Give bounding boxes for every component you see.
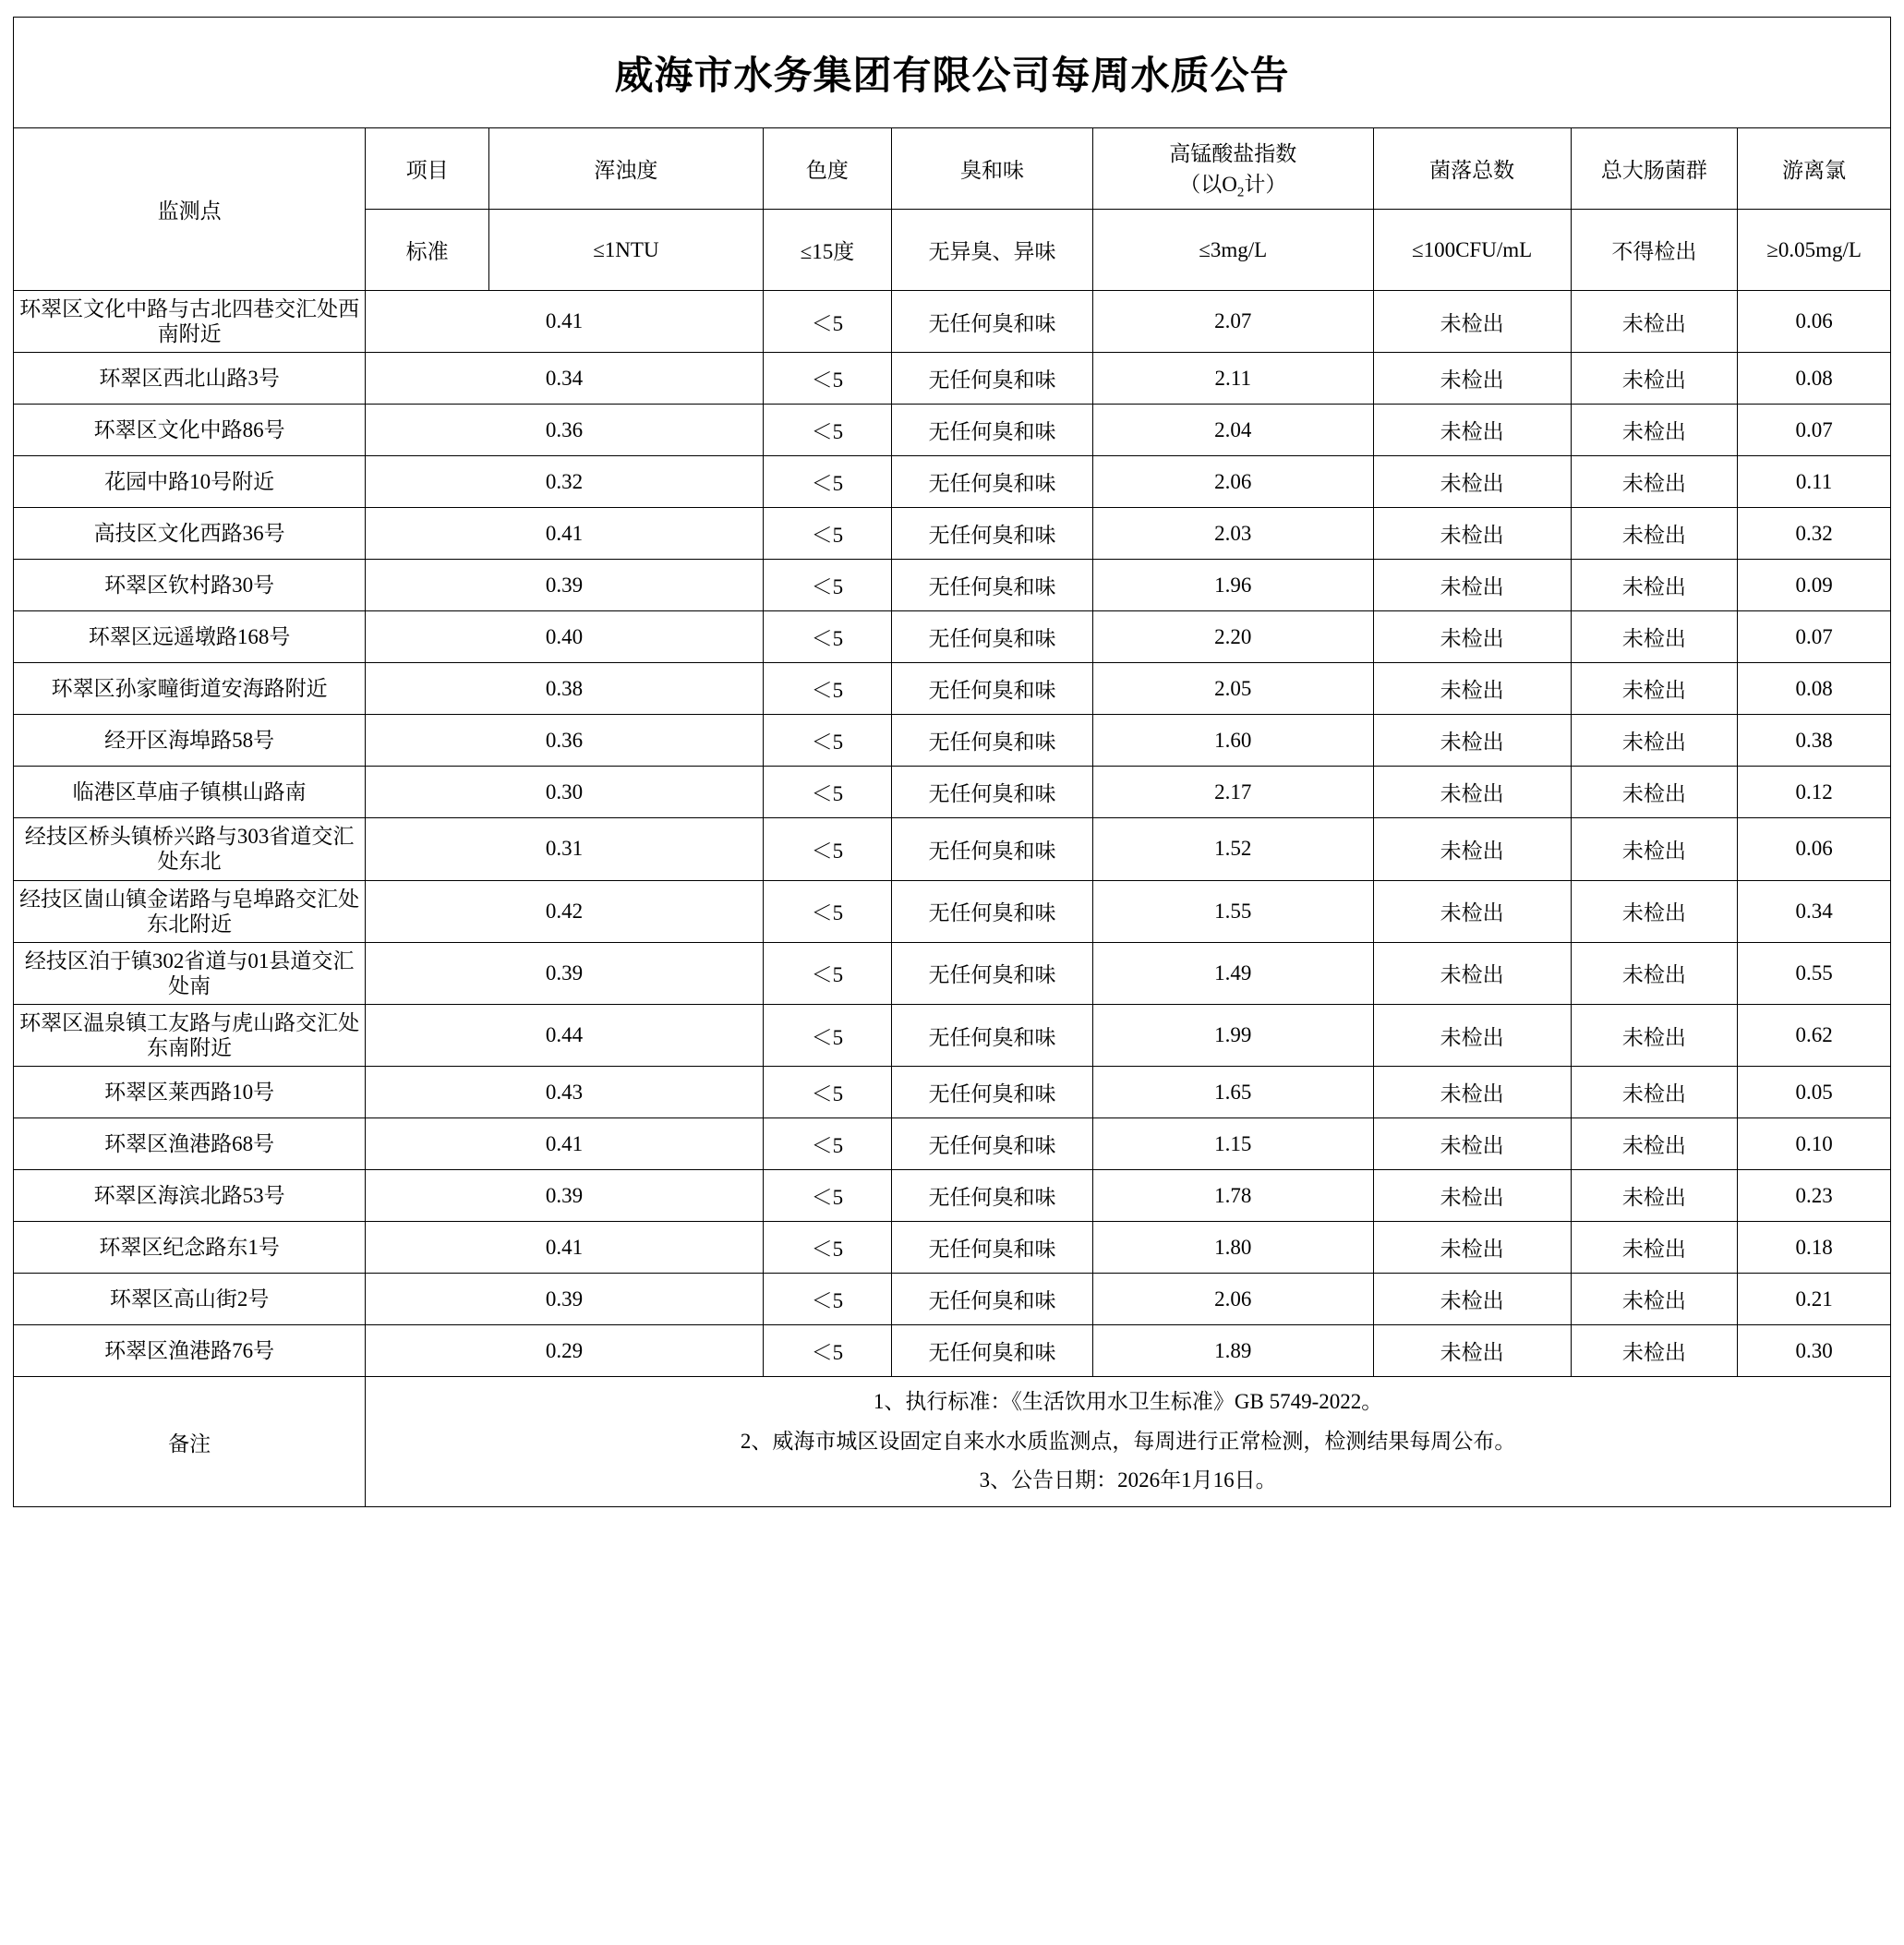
- cell-chroma: ＜5: [763, 1067, 891, 1118]
- cell-odor: 无任何臭和味: [891, 767, 1092, 818]
- cell-chlorine: 0.06: [1738, 818, 1891, 880]
- cell-coliform: 未检出: [1571, 880, 1738, 942]
- cell-chlorine: 0.62: [1738, 1005, 1891, 1067]
- table-row: [14, 353, 1891, 405]
- cell-permanganate: 1.15: [1092, 1118, 1373, 1170]
- cell-permanganate: 2.17: [1092, 767, 1373, 818]
- cell-chlorine: 0.12: [1738, 767, 1891, 818]
- cell-chroma: ＜5: [763, 508, 891, 560]
- cell-coliform: 未检出: [1571, 715, 1738, 767]
- cell-odor: 无任何臭和味: [891, 291, 1092, 353]
- cell-turbidity: 0.41: [366, 508, 764, 560]
- header-monitor-point: 监测点: [14, 128, 366, 291]
- standard-total-coliform: 不得检出: [1571, 210, 1738, 291]
- cell-colony: 未检出: [1373, 405, 1571, 456]
- cell-colony: 未检出: [1373, 353, 1571, 405]
- table-row: [14, 880, 1891, 942]
- cell-odor: 无任何臭和味: [891, 715, 1092, 767]
- cell-turbidity: 0.36: [366, 405, 764, 456]
- table-row: [14, 560, 1891, 611]
- cell-chroma: ＜5: [763, 456, 891, 508]
- cell-odor: 无任何臭和味: [891, 456, 1092, 508]
- cell-turbidity: 0.39: [366, 1274, 764, 1325]
- cell-odor: 无任何臭和味: [891, 1118, 1092, 1170]
- cell-site: 环翠区西北山路3号: [14, 353, 366, 405]
- cell-coliform: 未检出: [1571, 405, 1738, 456]
- cell-site: 环翠区远遥墩路168号: [14, 611, 366, 663]
- table-row: [14, 663, 1891, 715]
- cell-odor: 无任何臭和味: [891, 1222, 1092, 1274]
- notes-content: [366, 1377, 1891, 1507]
- cell-site: 环翠区渔港路76号: [14, 1325, 366, 1377]
- cell-turbidity: 0.38: [366, 663, 764, 715]
- cell-coliform: 未检出: [1571, 1118, 1738, 1170]
- cell-coliform: 未检出: [1571, 456, 1738, 508]
- cell-coliform: 未检出: [1571, 1067, 1738, 1118]
- cell-site: 环翠区高山街2号: [14, 1274, 366, 1325]
- cell-odor: 无任何臭和味: [891, 353, 1092, 405]
- cell-site: 高技区文化西路36号: [14, 508, 366, 560]
- table-row: [14, 1274, 1891, 1325]
- table-row: [14, 1118, 1891, 1170]
- header-permanganate: 高锰酸盐指数 （以$O_2$计）: [1092, 128, 1373, 210]
- cell-chroma: ＜5: [763, 942, 891, 1004]
- cell-permanganate: 1.55: [1092, 880, 1373, 942]
- cell-odor: 无任何臭和味: [891, 405, 1092, 456]
- cell-site: 经技区泊于镇302省道与01县道交汇处南: [14, 942, 366, 1004]
- cell-chlorine: 0.18: [1738, 1222, 1891, 1274]
- cell-colony: 未检出: [1373, 1325, 1571, 1377]
- cell-colony: 未检出: [1373, 818, 1571, 880]
- cell-colony: 未检出: [1373, 767, 1571, 818]
- cell-permanganate: 1.65: [1092, 1067, 1373, 1118]
- cell-coliform: 未检出: [1571, 560, 1738, 611]
- cell-site: 临港区草庙子镇棋山路南: [14, 767, 366, 818]
- cell-colony: 未检出: [1373, 508, 1571, 560]
- cell-odor: 无任何臭和味: [891, 611, 1092, 663]
- cell-colony: 未检出: [1373, 715, 1571, 767]
- table-row: [14, 942, 1891, 1004]
- cell-permanganate: 1.89: [1092, 1325, 1373, 1377]
- cell-turbidity: 0.44: [366, 1005, 764, 1067]
- cell-site: 经开区海埠路58号: [14, 715, 366, 767]
- header-project-label: 项目: [366, 128, 489, 210]
- cell-chroma: ＜5: [763, 663, 891, 715]
- cell-chroma: ＜5: [763, 1005, 891, 1067]
- cell-colony: 未检出: [1373, 611, 1571, 663]
- cell-colony: 未检出: [1373, 663, 1571, 715]
- cell-colony: 未检出: [1373, 1005, 1571, 1067]
- cell-site: 环翠区温泉镇工友路与虎山路交汇处东南附近: [14, 1005, 366, 1067]
- note-line-1: 1、执行标准：《生活饮用水卫生标准》GB 5749-2022。: [873, 1390, 1383, 1414]
- cell-odor: 无任何臭和味: [891, 1325, 1092, 1377]
- cell-coliform: 未检出: [1571, 1325, 1738, 1377]
- cell-chroma: ＜5: [763, 1118, 891, 1170]
- cell-turbidity: 0.41: [366, 291, 764, 353]
- cell-permanganate: 2.20: [1092, 611, 1373, 663]
- cell-chlorine: 0.05: [1738, 1067, 1891, 1118]
- cell-turbidity: 0.40: [366, 611, 764, 663]
- cell-permanganate: 1.78: [1092, 1170, 1373, 1222]
- cell-coliform: 未检出: [1571, 1222, 1738, 1274]
- table-row: [14, 1067, 1891, 1118]
- cell-odor: 无任何臭和味: [891, 1005, 1092, 1067]
- cell-odor: 无任何臭和味: [891, 663, 1092, 715]
- cell-chroma: ＜5: [763, 1325, 891, 1377]
- cell-turbidity: 0.43: [366, 1067, 764, 1118]
- cell-site: 花园中路10号附近: [14, 456, 366, 508]
- table-row: [14, 405, 1891, 456]
- standard-chroma: ≤15度: [763, 210, 891, 291]
- table-row: [14, 767, 1891, 818]
- cell-chroma: ＜5: [763, 818, 891, 880]
- cell-coliform: 未检出: [1571, 818, 1738, 880]
- header-odor: 臭和味: [891, 128, 1092, 210]
- cell-odor: 无任何臭和味: [891, 1170, 1092, 1222]
- standard-free-chlorine: ≥0.05mg/L: [1738, 210, 1891, 291]
- cell-colony: 未检出: [1373, 456, 1571, 508]
- cell-site: 环翠区渔港路68号: [14, 1118, 366, 1170]
- cell-coliform: 未检出: [1571, 767, 1738, 818]
- header-turbidity: 浑浊度: [488, 128, 763, 210]
- cell-turbidity: 0.31: [366, 818, 764, 880]
- cell-site: 环翠区文化中路86号: [14, 405, 366, 456]
- cell-permanganate: 2.06: [1092, 456, 1373, 508]
- cell-coliform: 未检出: [1571, 1005, 1738, 1067]
- cell-permanganate: 2.11: [1092, 353, 1373, 405]
- cell-odor: 无任何臭和味: [891, 942, 1092, 1004]
- cell-turbidity: 0.36: [366, 715, 764, 767]
- cell-chroma: ＜5: [763, 767, 891, 818]
- cell-turbidity: 0.29: [366, 1325, 764, 1377]
- water-quality-report-page: [0, 17, 1904, 1507]
- cell-turbidity: 0.32: [366, 456, 764, 508]
- table-row: [14, 1325, 1891, 1377]
- cell-permanganate: 1.96: [1092, 560, 1373, 611]
- cell-coliform: 未检出: [1571, 353, 1738, 405]
- cell-colony: 未检出: [1373, 1067, 1571, 1118]
- cell-chroma: ＜5: [763, 1274, 891, 1325]
- note-line-3: 3、公告日期：2026年1月16日。: [979, 1468, 1277, 1492]
- cell-colony: 未检出: [1373, 942, 1571, 1004]
- standard-odor: 无异臭、异味: [891, 210, 1092, 291]
- cell-colony: 未检出: [1373, 1274, 1571, 1325]
- cell-odor: 无任何臭和味: [891, 1274, 1092, 1325]
- cell-odor: 无任何臭和味: [891, 560, 1092, 611]
- cell-turbidity: 0.41: [366, 1118, 764, 1170]
- note-line-2: 2、威海市城区设固定自来水水质监测点，每周进行正常检测，检测结果每周公布。: [740, 1429, 1516, 1453]
- cell-coliform: 未检出: [1571, 611, 1738, 663]
- cell-site: 环翠区莱西路10号: [14, 1067, 366, 1118]
- page-title: 威海市水务集团有限公司每周水质公告: [614, 54, 1290, 98]
- cell-chlorine: 0.07: [1738, 405, 1891, 456]
- cell-turbidity: 0.39: [366, 1170, 764, 1222]
- cell-site: 环翠区文化中路与古北四巷交汇处西南附近: [14, 291, 366, 353]
- table-row: [14, 1222, 1891, 1274]
- standard-permanganate: ≤3mg/L: [1092, 210, 1373, 291]
- cell-chlorine: 0.07: [1738, 611, 1891, 663]
- table-row: [14, 611, 1891, 663]
- cell-colony: 未检出: [1373, 560, 1571, 611]
- cell-chroma: ＜5: [763, 560, 891, 611]
- cell-chlorine: 0.11: [1738, 456, 1891, 508]
- cell-turbidity: 0.39: [366, 942, 764, 1004]
- cell-permanganate: 2.03: [1092, 508, 1373, 560]
- cell-odor: 无任何臭和味: [891, 1067, 1092, 1118]
- cell-odor: 无任何臭和味: [891, 508, 1092, 560]
- table-row: [14, 818, 1891, 880]
- cell-chroma: ＜5: [763, 405, 891, 456]
- cell-odor: 无任何臭和味: [891, 880, 1092, 942]
- cell-coliform: 未检出: [1571, 1274, 1738, 1325]
- cell-chlorine: 0.21: [1738, 1274, 1891, 1325]
- cell-turbidity: 0.39: [366, 560, 764, 611]
- cell-chroma: ＜5: [763, 353, 891, 405]
- table-header-row-project: [14, 128, 1891, 210]
- cell-chlorine: 0.38: [1738, 715, 1891, 767]
- cell-permanganate: 1.60: [1092, 715, 1373, 767]
- table-row: [14, 715, 1891, 767]
- cell-chlorine: 0.09: [1738, 560, 1891, 611]
- cell-chlorine: 0.32: [1738, 508, 1891, 560]
- cell-permanganate: 2.04: [1092, 405, 1373, 456]
- cell-chlorine: 0.08: [1738, 663, 1891, 715]
- cell-chroma: ＜5: [763, 1222, 891, 1274]
- cell-site: 经技区桥头镇桥兴路与303省道交汇处东北: [14, 818, 366, 880]
- cell-chlorine: 0.06: [1738, 291, 1891, 353]
- table-row: [14, 1170, 1891, 1222]
- standard-colony-count: ≤100CFU/mL: [1373, 210, 1571, 291]
- cell-coliform: 未检出: [1571, 1170, 1738, 1222]
- water-quality-table: [13, 127, 1891, 1507]
- table-row: [14, 291, 1891, 353]
- cell-colony: 未检出: [1373, 1222, 1571, 1274]
- cell-site: 环翠区纪念路东1号: [14, 1222, 366, 1274]
- table-row: [14, 508, 1891, 560]
- header-standard-label: 标准: [366, 210, 489, 291]
- cell-chlorine: 0.30: [1738, 1325, 1891, 1377]
- cell-colony: 未检出: [1373, 880, 1571, 942]
- cell-colony: 未检出: [1373, 291, 1571, 353]
- notes-label: 备注: [14, 1377, 366, 1507]
- cell-permanganate: 1.49: [1092, 942, 1373, 1004]
- cell-colony: 未检出: [1373, 1170, 1571, 1222]
- cell-coliform: 未检出: [1571, 508, 1738, 560]
- cell-turbidity: 0.42: [366, 880, 764, 942]
- cell-chroma: ＜5: [763, 880, 891, 942]
- cell-permanganate: 2.07: [1092, 291, 1373, 353]
- cell-chroma: ＜5: [763, 611, 891, 663]
- table-row: [14, 456, 1891, 508]
- cell-chroma: ＜5: [763, 291, 891, 353]
- cell-site: 环翠区海滨北路53号: [14, 1170, 366, 1222]
- cell-site: 经技区崮山镇金诺路与皂埠路交汇处东北附近: [14, 880, 366, 942]
- header-free-chlorine: 游离氯: [1738, 128, 1891, 210]
- cell-chroma: ＜5: [763, 1170, 891, 1222]
- cell-site: 环翠区钦村路30号: [14, 560, 366, 611]
- cell-turbidity: 0.41: [366, 1222, 764, 1274]
- notes-row: [14, 1377, 1891, 1507]
- cell-chroma: ＜5: [763, 715, 891, 767]
- cell-chlorine: 0.23: [1738, 1170, 1891, 1222]
- table-row: [14, 1005, 1891, 1067]
- cell-colony: 未检出: [1373, 1118, 1571, 1170]
- header-colony-count: 菌落总数: [1373, 128, 1571, 210]
- cell-permanganate: 2.05: [1092, 663, 1373, 715]
- report-title-band: [13, 17, 1891, 127]
- cell-permanganate: 1.52: [1092, 818, 1373, 880]
- header-chroma: 色度: [763, 128, 891, 210]
- cell-permanganate: 2.06: [1092, 1274, 1373, 1325]
- cell-turbidity: 0.30: [366, 767, 764, 818]
- cell-permanganate: 1.80: [1092, 1222, 1373, 1274]
- header-total-coliform: 总大肠菌群: [1571, 128, 1738, 210]
- cell-turbidity: 0.34: [366, 353, 764, 405]
- cell-site: 环翠区孙家疃街道安海路附近: [14, 663, 366, 715]
- cell-chlorine: 0.34: [1738, 880, 1891, 942]
- cell-chlorine: 0.10: [1738, 1118, 1891, 1170]
- cell-odor: 无任何臭和味: [891, 818, 1092, 880]
- cell-chlorine: 0.08: [1738, 353, 1891, 405]
- cell-coliform: 未检出: [1571, 663, 1738, 715]
- cell-coliform: 未检出: [1571, 291, 1738, 353]
- cell-chlorine: 0.55: [1738, 942, 1891, 1004]
- cell-permanganate: 1.99: [1092, 1005, 1373, 1067]
- cell-coliform: 未检出: [1571, 942, 1738, 1004]
- standard-turbidity: ≤1NTU: [488, 210, 763, 291]
